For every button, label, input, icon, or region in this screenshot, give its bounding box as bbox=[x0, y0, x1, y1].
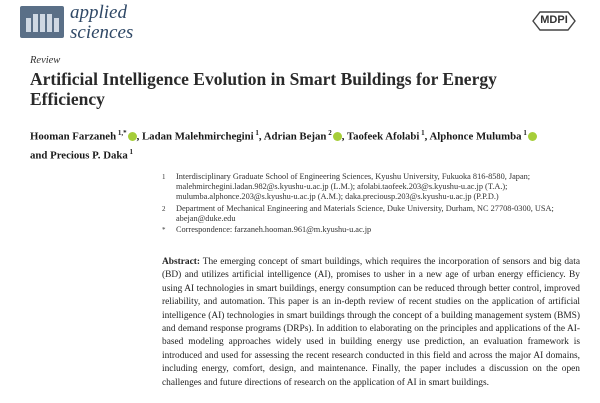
author-name: Adrian Bejan bbox=[263, 130, 327, 143]
author-affiliation-mark: 1 bbox=[253, 129, 259, 137]
orcid-icon[interactable] bbox=[128, 132, 137, 141]
journal-name-line2: sciences bbox=[70, 22, 134, 43]
affiliation-text: Interdisciplinary Graduate School of Engineering Sciences, Kyushu University, Fukuoka 816-8580, Japan; malehmirchegini.ladan.982@s.kyushu-u.ac.jp (L.M.); afolabi.taofeek.203@s.kyushu-u.ac.jp (T.A.); mulumba.alphonce.203@s.kyushu-u.ac.jp (A.M.); daka.preciousp.203@s.kyushu-u.ac.jp (P.P.D.) bbox=[176, 172, 531, 202]
abstract bbox=[162, 256, 580, 390]
author-name: and Precious P. Daka bbox=[30, 149, 128, 162]
affiliations bbox=[162, 172, 572, 236]
author-list: Hooman Farzaneh $^{1,*}$ , Ladan Malehmirchegini $^1$, Adrian Bejan $^2$ , Taofeek Afolabi $^1$, Alphonce Mulumba $^1$ and Precious P. Daka $^1$ bbox=[30, 126, 590, 163]
author-name: Hooman Farzaneh bbox=[30, 130, 117, 143]
affiliation-mark: * bbox=[162, 226, 166, 235]
journal-name bbox=[70, 3, 133, 43]
publisher-name: MDPI bbox=[540, 14, 568, 26]
orcid-icon[interactable] bbox=[528, 132, 537, 141]
affiliation-mark: 2 bbox=[162, 204, 166, 213]
author-affiliation-mark: 1,* bbox=[116, 129, 127, 137]
author-name: Taofeek Afolabi bbox=[346, 130, 420, 143]
affiliation-text: Correspondence: farzaneh.hooman.961@m.kyushu-u.ac.jp bbox=[176, 225, 372, 235]
author-affiliation-mark: 2 bbox=[326, 129, 332, 137]
author-affiliation-mark: 1 bbox=[127, 147, 134, 156]
author-affiliation-mark: 1 bbox=[419, 129, 425, 137]
article-type: Review bbox=[30, 55, 61, 66]
abstract-text: The emerging concept of smart buildings, which requires the incorporation of sensors and big data (BD) and utilizes artificial intelligence (AI), promises to usher in a new age of urban energy efficiency. By using AI technologies in smart buildings, energy consumption can be reduced through better control, improved reliability, and automation. This paper is an in-depth review of recent studies on the application of artificial intelligence (AI) technologies in smart buildings through the concept of a building management system (BMS) and demand response programs (DRPs). In addition to elaborating on the principles and applications of the AI-based modeling approaches widely used in building energy use prediction, an evaluation framework is introduced and used for assessing the recent research conducted in this field and across the major AI domains, including energy, comfort, design, and maintenance. Finally, the paper includes a discussion on the open challenges and future directions of research on the application of AI in smart buildings. bbox=[162, 257, 580, 388]
abstract-label: Abstract: bbox=[162, 257, 201, 267]
article-title: Artificial Intelligence Evolution in Smart Buildings for Energy Efficiency bbox=[30, 69, 497, 109]
affiliation-item bbox=[162, 204, 572, 224]
author-name: Alphonce Mulumba bbox=[429, 130, 522, 143]
affiliation-text: Department of Mechanical Engineering and Materials Science, Duke University, Durham, NC 27708-0300, USA; abejan@duke.edu bbox=[176, 203, 554, 223]
journal-header bbox=[0, 0, 600, 48]
affiliation-item bbox=[162, 225, 572, 235]
author-affiliation-mark: 1 bbox=[521, 129, 527, 137]
affiliation-item bbox=[162, 172, 572, 203]
journal-name-line1: applied bbox=[70, 2, 127, 23]
journal-logo bbox=[20, 6, 64, 38]
affiliation-mark: 1 bbox=[162, 173, 166, 181]
author-name: Ladan Malehmirchegini bbox=[141, 130, 254, 143]
orcid-icon[interactable] bbox=[333, 132, 342, 141]
